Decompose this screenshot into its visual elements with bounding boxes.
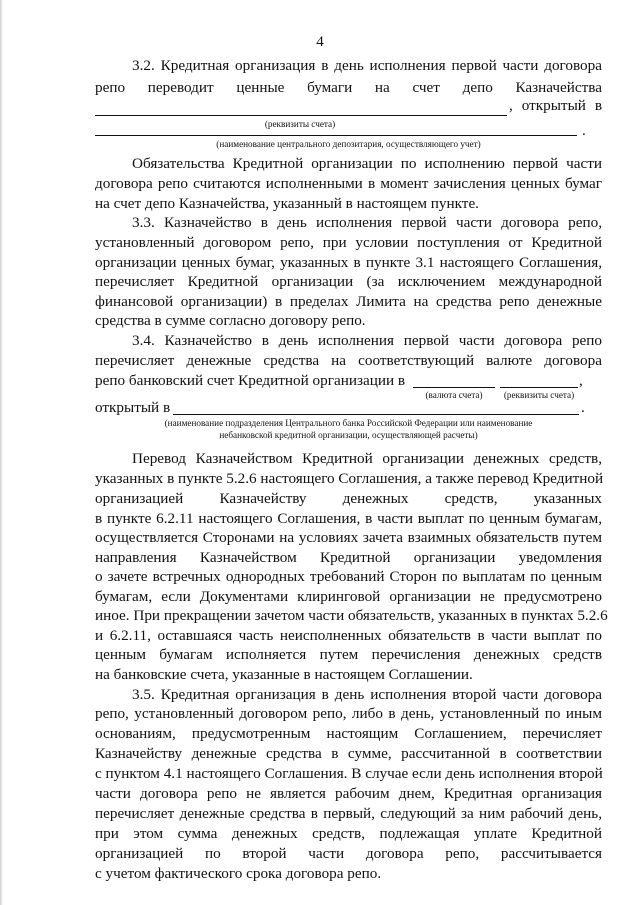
text-line: перечисляет денежные средства на соответствующий валюте договора: [95, 352, 602, 369]
caption-account-details: (реквизиты счета): [264, 119, 336, 129]
text-line: перечисляет Кредитной организации (за исключением международной: [95, 273, 602, 290]
text-line: .: [581, 399, 585, 416]
text-line: организацией Казначейству денежных средств, указанных: [95, 490, 602, 507]
account-details-blank-line: [500, 387, 578, 388]
text-line: бумагам, если Документами клиринговой организации не предусмотрено: [95, 588, 602, 605]
text-line: Казначейству денежные средства в сумме, рассчитанной в соответствии: [95, 745, 602, 762]
text-line: перечисляет денежные средства в первый, следующий за ним рабочий день,: [95, 805, 602, 822]
text-line: репо банковский счет Кредитной организации в: [95, 372, 406, 389]
text-line: 3.5. Кредитная организация в день исполнения второй части договора: [132, 686, 602, 703]
text-line: .: [582, 122, 586, 139]
text-line: установленный договором репо, при условии поступления от Кредитной: [95, 234, 602, 251]
text-line: организацией по второй части договора репо, рассчитывается: [95, 845, 602, 862]
caption-depository: (наименование центрального депозитария, осуществляющего учет): [216, 139, 481, 149]
text-line: финансовой организации) в пределах Лимита на средства репо денежные: [95, 293, 602, 310]
text-line: ценным бумагам исполняется путем перечисления денежных средств: [95, 646, 602, 663]
text-line: 3.3. Казначейство в день исполнения первой части договора репо,: [132, 214, 602, 231]
caption-bank-line-1: (наименование подразделения Центрального банка Российской Федерации или наименование: [164, 418, 533, 428]
text-line: организации ценных бумаг, указанных в пункте 3.1 настоящего Соглашения,: [95, 254, 602, 271]
text-line: указанных в пункте 5.2.6 настоящего Соглашения, а также перевод Кредитной: [95, 470, 604, 487]
text-line: ,: [579, 372, 583, 389]
text-line: договора репо считаются исполненными в момент зачисления ценных бумаг: [95, 175, 602, 192]
text-line: о зачете встречных однородных требований Сторон по выплатам по ценным: [95, 568, 602, 585]
text-line: при этом сумма денежных средств, подлежащая уплате Кредитной: [95, 825, 602, 842]
text-line: средства в сумме согласно договору репо.: [95, 312, 366, 329]
caption-currency: (валюта счета): [425, 390, 483, 400]
text-line: осуществляется Сторонами на условиях зачета взаимных обязательств путем: [95, 529, 602, 546]
text-line: с учетом фактического срока договора репо.: [95, 865, 382, 882]
text-line: открытый в: [95, 399, 171, 416]
text-line: , открытый в: [509, 97, 602, 114]
text-line: на счет депо Казначейства, указанный в настоящем пункте.: [95, 195, 479, 212]
depository-blank-line: [95, 135, 577, 136]
text-line: на банковские счета, указанные в настоящем Соглашении.: [95, 666, 473, 683]
text-line: направления Казначейством Кредитной организации уведомления: [95, 549, 602, 566]
text-line: Перевод Казначейством Кредитной организации денежных средств,: [132, 450, 602, 467]
account-blank-line: [95, 115, 507, 116]
text-line: и 6.2.11, оставшаяся часть неисполненных обязательств в части выплат по: [95, 627, 602, 644]
text-line: в пункте 6.2.11 настоящего Соглашения, в части выплат по ценным бумагам,: [95, 510, 602, 527]
text-line: 3.4. Казначейство в день исполнения первой части договора репо: [132, 332, 602, 349]
text-line: с пунктом 4.1 настоящего Соглашения. В случае если день исполнения второй: [95, 765, 603, 782]
text-line: основаниям, предусмотренным настоящим Соглашением, перечисляет: [95, 725, 602, 742]
bank-blank-line: [173, 414, 579, 415]
caption-bank-line-2: небанковской кредитной организации, осуществляющей расчеты): [219, 430, 478, 440]
text-line: репо, установленный договором репо, либо в день, установленный по иным: [95, 705, 602, 722]
text-line: Обязательства Кредитной организации по исполнению первой части: [132, 155, 602, 172]
text-line: репо переводит ценные бумаги на счет депо Казначейства: [95, 79, 602, 96]
text-line: части договора репо не является рабочим днем, Кредитная организация: [95, 785, 602, 802]
caption-account-details: (реквизиты счета): [503, 390, 575, 400]
currency-blank-line: [413, 387, 495, 388]
page-number: 4: [316, 34, 324, 50]
text-line: 3.2. Кредитная организация в день исполнения первой части договора: [132, 57, 602, 74]
text-line: иное. При прекращении зачетом части обязательств, указанных в пунктах 5.2.6: [95, 607, 608, 624]
scan-edge: [0, 0, 3, 905]
